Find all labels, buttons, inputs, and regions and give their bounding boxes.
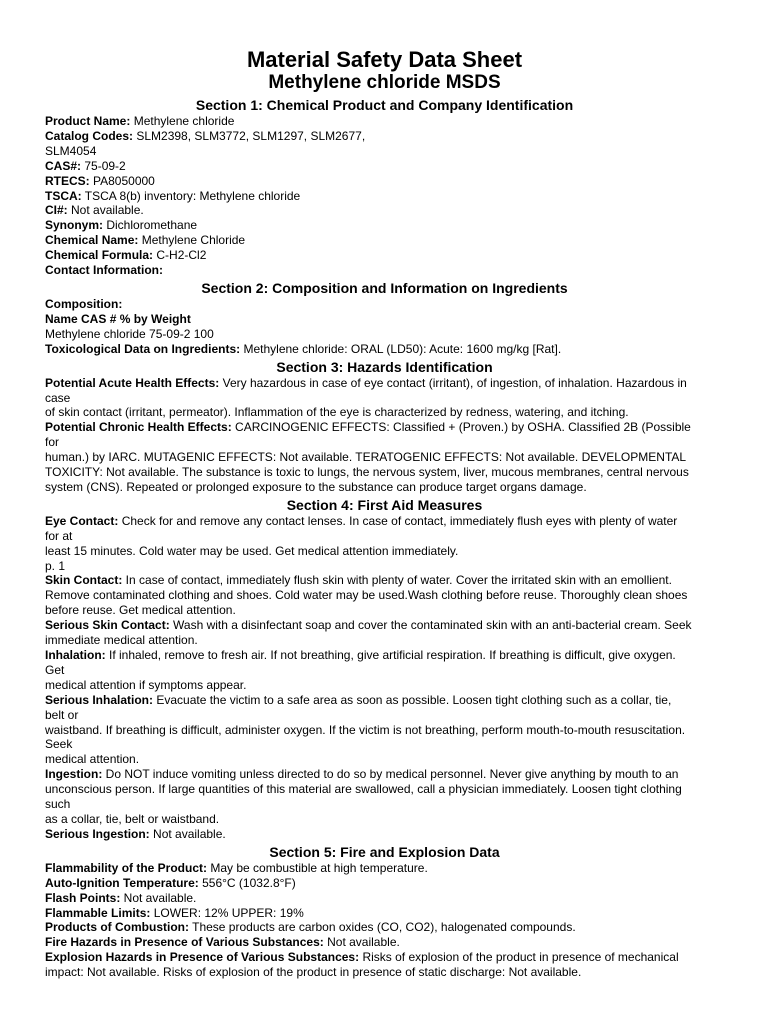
field-value: impact: Not available. Risks of explosion of the product in presence of static discharge: Not available. [45,965,582,980]
field-label: Serious Inhalation: [45,692,154,707]
document-subtitle: Methylene chloride MSDS [268,72,501,93]
field-label: Inhalation: [45,648,106,662]
text-line [45,752,724,767]
field-value: 75-09-2 [81,158,126,173]
field-label: Products of Combustion: [45,920,189,935]
field-value: Methylene chloride 75-09-2 100 [45,326,214,341]
text-line [45,129,724,144]
field-label: Eye Contact: [45,513,119,528]
text-line [45,435,724,450]
field-value: Get [45,662,65,677]
field-label: Ingestion: [45,767,103,782]
field-value: system (CNS). Repeated or prolonged exposure to the substance can produce target organs damage. [45,479,587,494]
text-line [45,603,724,618]
text-line [45,114,724,129]
field-value: p. 1 [45,558,66,573]
text-line [45,327,724,342]
text-line [45,588,724,603]
text-line [45,693,724,708]
text-line [45,218,724,233]
section-3 [45,358,724,495]
text-line [45,663,724,678]
section-heading: Section 2: Composition and Information on Ingredients [201,279,568,296]
text-line [45,297,724,312]
field-value: May be combustible at high temperature. [207,860,428,875]
field-value: Evacuate the victim to a safe area as soon as possible. Loosen tight clothing such as a collar, tie, [153,692,672,707]
field-value: as a collar, tie, belt or waistband. [45,811,220,826]
field-value: SLM4054 [45,143,97,158]
field-label: Synonym: [45,218,104,233]
field-value: waistband. If breathing is difficult, administer oxygen. If the victim is not breathing, perform mouth-to-mouth resuscitation. [45,722,686,737]
section-heading: Section 1: Chemical Product and Company Identification [195,97,574,113]
field-value: for [45,435,60,450]
field-label: Explosion Hazards in Presence of Various Substances: [45,950,360,965]
field-value: Seek [45,737,73,752]
text-line [45,678,724,693]
field-value: least 15 minutes. Cold water may be used. Get medical attention immediately. [45,543,459,558]
field-value: Very hazardous in case of eye contact (irritant), of ingestion, of inhalation. Hazardous in [219,375,687,390]
text-line [45,782,724,797]
section-4 [45,496,724,842]
field-value: These products are carbon oxides (CO, CO2), halogenated compounds. [189,920,576,935]
field-label: Product Name: [45,114,131,128]
section-5 [45,843,724,980]
text-line [45,559,724,574]
field-label: RTECS: [45,173,90,188]
text-line [45,827,724,842]
text-line [45,312,724,327]
text-line [45,737,724,752]
field-value: Not available. [323,935,400,950]
text-line [45,263,724,278]
text-line [45,174,724,189]
field-label: Auto-Ignition Temperature: [45,875,199,890]
field-value: Methylene chloride: ORAL (LD50): Acute: 1600 mg/kg [Rat]. [240,341,562,356]
field-label: Potential Acute Health Effects: [45,375,220,390]
section-heading: Section 4: First Aid Measures [286,496,483,513]
field-value: Methylene Chloride [138,233,246,248]
text-line [45,708,724,723]
text-line [45,965,724,980]
field-value: case [45,390,71,405]
field-value: PA8050000 [89,173,155,188]
field-value: Check for and remove any contact lenses. In case of contact, immediately flush eyes with plenty of water [118,513,678,528]
field-value: SLM2398, SLM3772, SLM1297, SLM2677, [133,128,366,143]
field-value: TOXICITY: Not available. The substance is toxic to lungs, the nervous system, liver, mucous membranes, central nervous [45,465,689,480]
text-line [45,391,724,406]
text-line [45,420,724,435]
field-value: belt or [45,707,79,722]
field-value: immediate medical attention. [45,633,198,648]
text-line [45,144,724,159]
text-line [45,465,724,480]
field-value: CARCINOGENIC EFFECTS: Classified + (Proven.) by OSHA. Classified 2B (Possible [231,420,691,435]
field-value: Methylene chloride [130,114,235,128]
text-line [45,544,724,559]
field-value: Not available. [149,826,226,841]
field-value: Not available. [120,890,197,905]
section-1 [45,96,724,278]
text-line [45,159,724,174]
field-value: medical attention if symptoms appear. [45,677,247,692]
text-line [45,203,724,218]
field-value: medical attention. [45,752,140,767]
field-value: 556°C (1032.8°F) [198,875,296,890]
text-line [45,648,724,663]
field-value: Wash with a disinfectant soap and cover the contaminated skin with an anti-bacterial cream. Seek [169,618,692,633]
field-value: Do NOT induce vomiting unless directed to do so by medical personnel. Never give anything by mouth to an [102,767,679,782]
field-label: Contact Information: [45,263,163,278]
document-body [45,96,724,980]
field-label: Potential Chronic Health Effects: [45,420,232,435]
text-line [45,935,724,950]
field-value: for at [45,528,73,543]
field-label: Chemical Formula: [45,248,154,263]
field-value: If inhaled, remove to fresh air. If not breathing, give artificial respiration. If breathing is difficult, give oxygen. [105,648,676,662]
text-line [45,906,724,921]
section-heading: Section 3: Hazards Identification [276,358,493,375]
field-label: Serious Ingestion: [45,826,150,841]
field-label: Composition: [45,296,123,311]
field-label: CAS#: [45,158,82,173]
section-heading: Section 5: Fire and Explosion Data [269,843,500,860]
field-label: Chemical Name: [45,233,139,248]
field-label: Flash Points: [45,890,121,905]
text-line [45,891,724,906]
field-label: CI#: [45,203,68,218]
field-label: Skin Contact: [45,573,123,588]
text-line [45,618,724,633]
field-value: Remove contaminated clothing and shoes. Cold water may be used.Wash clothing before reuse. Thoroughly clean shoes [45,588,688,603]
field-value: In case of contact, immediately flush skin with plenty of water. Cover the irritated skin with an emollient. [122,573,672,588]
text-line [45,376,724,391]
text-line [45,633,724,648]
text-line [45,248,724,263]
text-line [45,861,724,876]
text-line [45,450,724,465]
field-value: Dichloromethane [103,218,198,233]
text-line [45,514,724,529]
field-label: Flammability of the Product: [45,860,208,875]
field-label: Serious Skin Contact: [45,618,170,633]
text-line [45,797,724,812]
field-value: of skin contact (irritant, permeator). Inflammation of the eye is characterized by redness, watering, and itching. [45,405,629,420]
field-label: Toxicological Data on Ingredients: [45,341,241,356]
field-label: Flammable Limits: [45,905,151,920]
field-label: Name CAS # % by Weight [45,311,191,326]
field-label: Catalog Codes: [45,128,134,143]
field-value: Risks of explosion of the product in presence of mechanical [359,950,679,965]
text-line [45,342,724,357]
text-line [45,529,724,544]
text-line [45,189,724,204]
text-line [45,573,724,588]
text-line [45,767,724,782]
field-value: LOWER: 12% UPPER: 19% [150,905,304,920]
field-value: human.) by IARC. MUTAGENIC EFFECTS: Not available. TERATOGENIC EFFECTS: Not available. DEVELOPMENTAL [45,450,687,465]
text-line [45,920,724,935]
text-line [45,723,724,738]
field-value: before reuse. Get medical attention. [45,603,236,618]
text-line [45,233,724,248]
field-value: such [45,797,71,812]
text-line [45,812,724,827]
text-line [45,405,724,420]
field-value: Not available. [67,203,144,218]
section-2 [45,279,724,357]
field-label: TSCA: [45,188,82,203]
field-label: Fire Hazards in Presence of Various Substances: [45,935,324,950]
field-value: TSCA 8(b) inventory: Methylene chloride [81,188,301,203]
field-value: unconscious person. If large quantities of this material are swallowed, call a physician immediately. Loosen tight clothing [45,782,682,797]
field-value: C-H2-Cl2 [153,248,207,263]
text-line [45,950,724,965]
document-title: Material Safety Data Sheet [246,47,523,72]
text-line [45,876,724,891]
text-line [45,480,724,495]
